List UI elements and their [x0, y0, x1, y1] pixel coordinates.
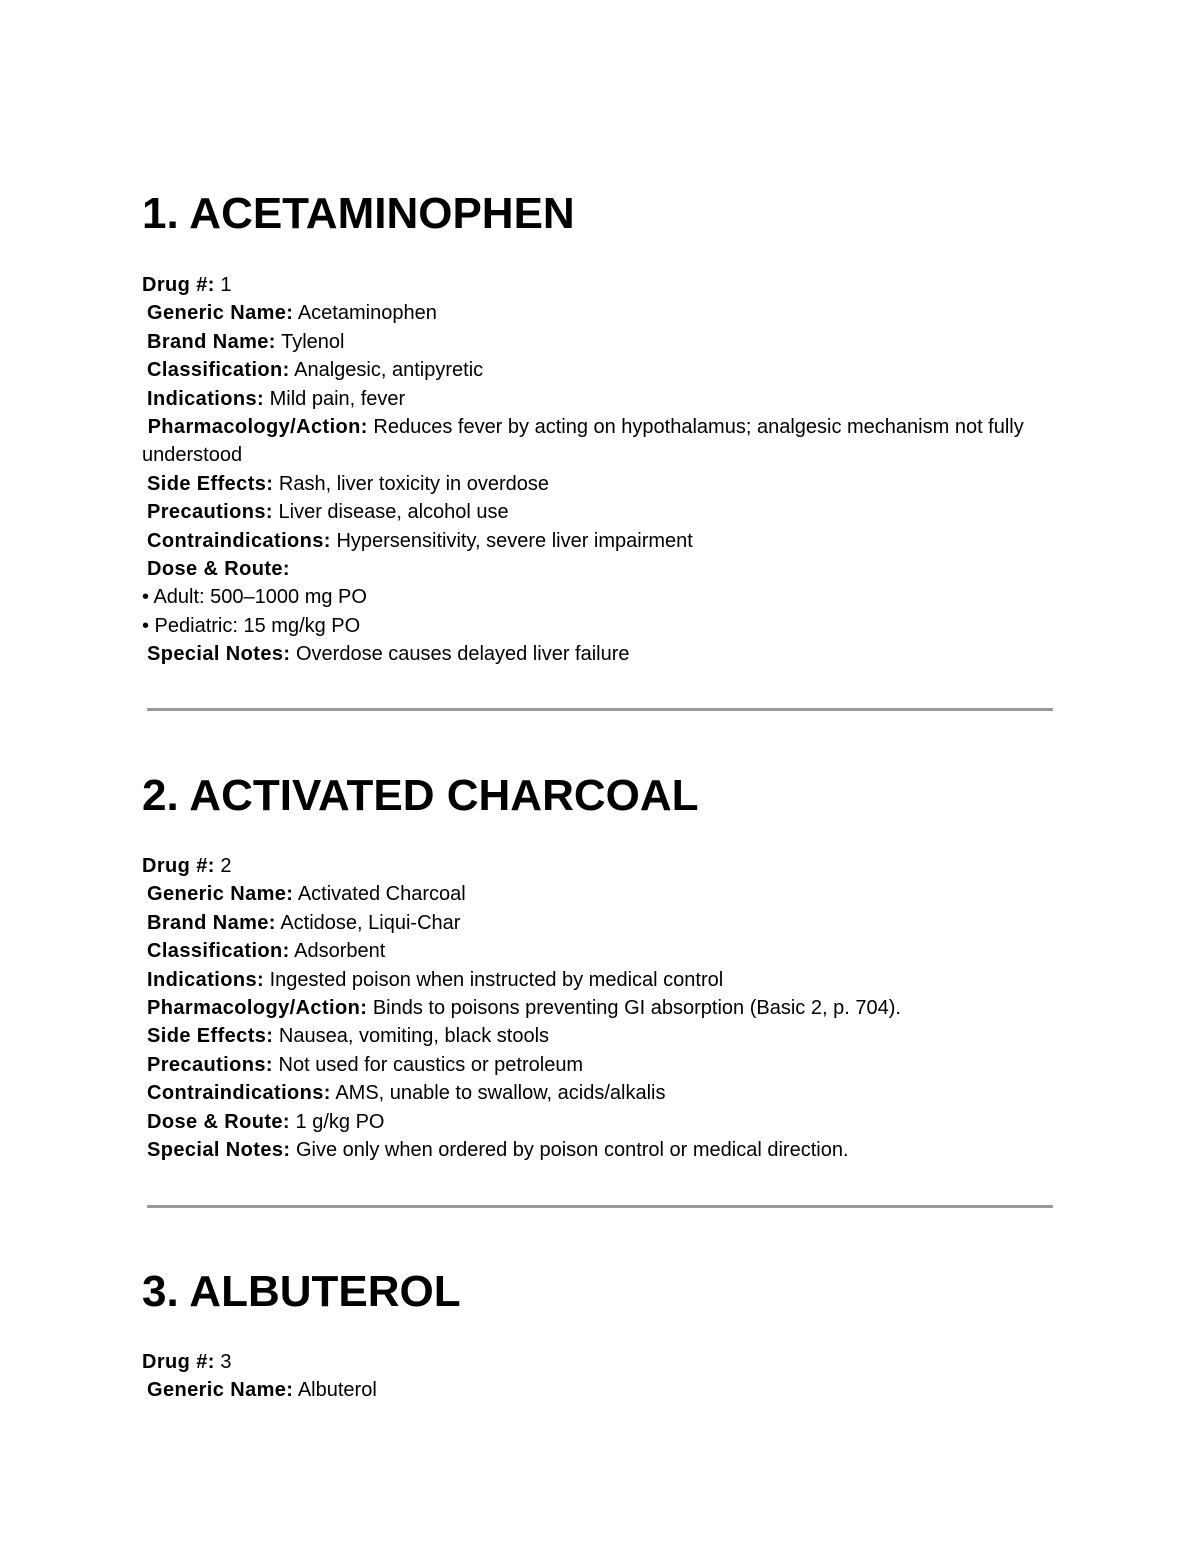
side-effects-field	[142, 1022, 1062, 1050]
special-notes-field	[142, 640, 1062, 668]
field-value: Activated Charcoal	[297, 883, 466, 906]
field-value: AMS, unable to swallow, acids/alkalis	[335, 1082, 666, 1105]
indications-field	[142, 385, 1062, 413]
field-value: Overdose causes delayed liver failure	[296, 643, 630, 666]
field-value: Liver disease, alcohol use	[278, 501, 509, 524]
side-effects-field	[142, 470, 1062, 498]
field-label: Generic Name:	[147, 1379, 294, 1402]
field-label: Drug #:	[142, 855, 215, 877]
indications-field	[142, 966, 1062, 994]
field-label: Classification:	[147, 359, 290, 382]
drug-number-field	[142, 1348, 1062, 1376]
precautions-field	[142, 1051, 1062, 1079]
field-value: Give only when ordered by poison control or medical direction.	[296, 1139, 849, 1162]
dose-route-field	[142, 1108, 1062, 1136]
field-value: Tylenol	[281, 330, 345, 353]
field-value: Adsorbent	[294, 940, 386, 963]
field-value: Albuterol	[297, 1379, 377, 1402]
field-label: Pharmacology/Action:	[147, 997, 368, 1020]
field-label: Precautions:	[147, 1053, 273, 1076]
generic-name-field	[142, 299, 1062, 327]
field-label: Side Effects:	[147, 1025, 274, 1048]
dose-bullet-pediatric: • Pediatric: 15 mg/kg PO	[142, 614, 361, 637]
field-value: Hypersensitivity, severe liver impairment	[336, 529, 693, 552]
drug-title: 1. ACETAMINOPHEN	[142, 189, 575, 238]
field-value: Nausea, vomiting, black stools	[278, 1025, 550, 1048]
field-value: Not used for caustics or petroleum	[278, 1053, 584, 1076]
drug-title: 2. ACTIVATED CHARCOAL	[142, 771, 699, 820]
section-divider	[147, 708, 1053, 711]
field-label: Contraindications:	[147, 529, 331, 552]
drug-entry	[142, 1348, 1062, 1405]
classification-field	[142, 937, 1062, 965]
pharmacology-field	[142, 413, 1062, 470]
precautions-field	[142, 498, 1062, 526]
field-label: Pharmacology/Action:	[147, 416, 368, 439]
field-label: Classification:	[147, 940, 290, 963]
field-label: Side Effects:	[147, 472, 274, 495]
contraindications-field	[142, 527, 1062, 555]
section-divider	[147, 1205, 1053, 1208]
field-label: Generic Name:	[147, 302, 294, 325]
field-value: 1 g/kg PO	[295, 1110, 385, 1133]
field-value: Analgesic, antipyretic	[294, 359, 484, 382]
dose-route-field	[142, 555, 1062, 583]
field-label: Special Notes:	[147, 643, 291, 666]
field-label: Brand Name:	[147, 911, 276, 934]
generic-name-field	[142, 1376, 1062, 1404]
field-value: Rash, liver toxicity in overdose	[278, 472, 550, 495]
brand-name-field	[142, 909, 1062, 937]
field-label: Brand Name:	[147, 330, 276, 353]
drug-entry	[142, 271, 1062, 669]
field-value: Binds to poisons preventing GI absorption (Basic 2, p. 704).	[372, 997, 901, 1020]
drug-number-field	[142, 852, 1062, 880]
pharmacology-field	[142, 994, 1062, 1022]
contraindications-field	[142, 1079, 1062, 1107]
field-label: Precautions:	[147, 501, 273, 524]
dose-bullet-adult: • Adult: 500–1000 mg PO	[142, 586, 367, 609]
field-value: Actidose, Liqui-Char	[280, 911, 461, 934]
field-value: Reduces fever by acting on hypothalamus; analgesic mechanism not fully understood	[142, 416, 1024, 467]
field-label: Indications:	[147, 387, 265, 410]
field-label: Drug #:	[142, 1351, 215, 1373]
field-value: Acetaminophen	[297, 302, 437, 325]
field-label: Dose & Route:	[147, 558, 290, 581]
field-value: Mild pain, fever	[269, 387, 406, 410]
field-label: Dose & Route:	[147, 1110, 290, 1133]
field-label: Indications:	[147, 968, 265, 991]
classification-field	[142, 356, 1062, 384]
field-label: Contraindications:	[147, 1082, 331, 1105]
drug-entry	[142, 852, 1062, 1164]
brand-name-field	[142, 328, 1062, 356]
field-value: 3	[220, 1351, 232, 1373]
drug-title: 3. ALBUTEROL	[142, 1267, 461, 1316]
special-notes-field	[142, 1136, 1062, 1164]
field-value: Ingested poison when instructed by medical control	[269, 968, 724, 991]
drug-number-field	[142, 271, 1062, 299]
field-value: 2	[220, 855, 232, 877]
field-label: Special Notes:	[147, 1139, 291, 1162]
generic-name-field	[142, 880, 1062, 908]
field-label: Drug #:	[142, 274, 215, 296]
field-label: Generic Name:	[147, 883, 294, 906]
field-value: 1	[220, 274, 232, 296]
